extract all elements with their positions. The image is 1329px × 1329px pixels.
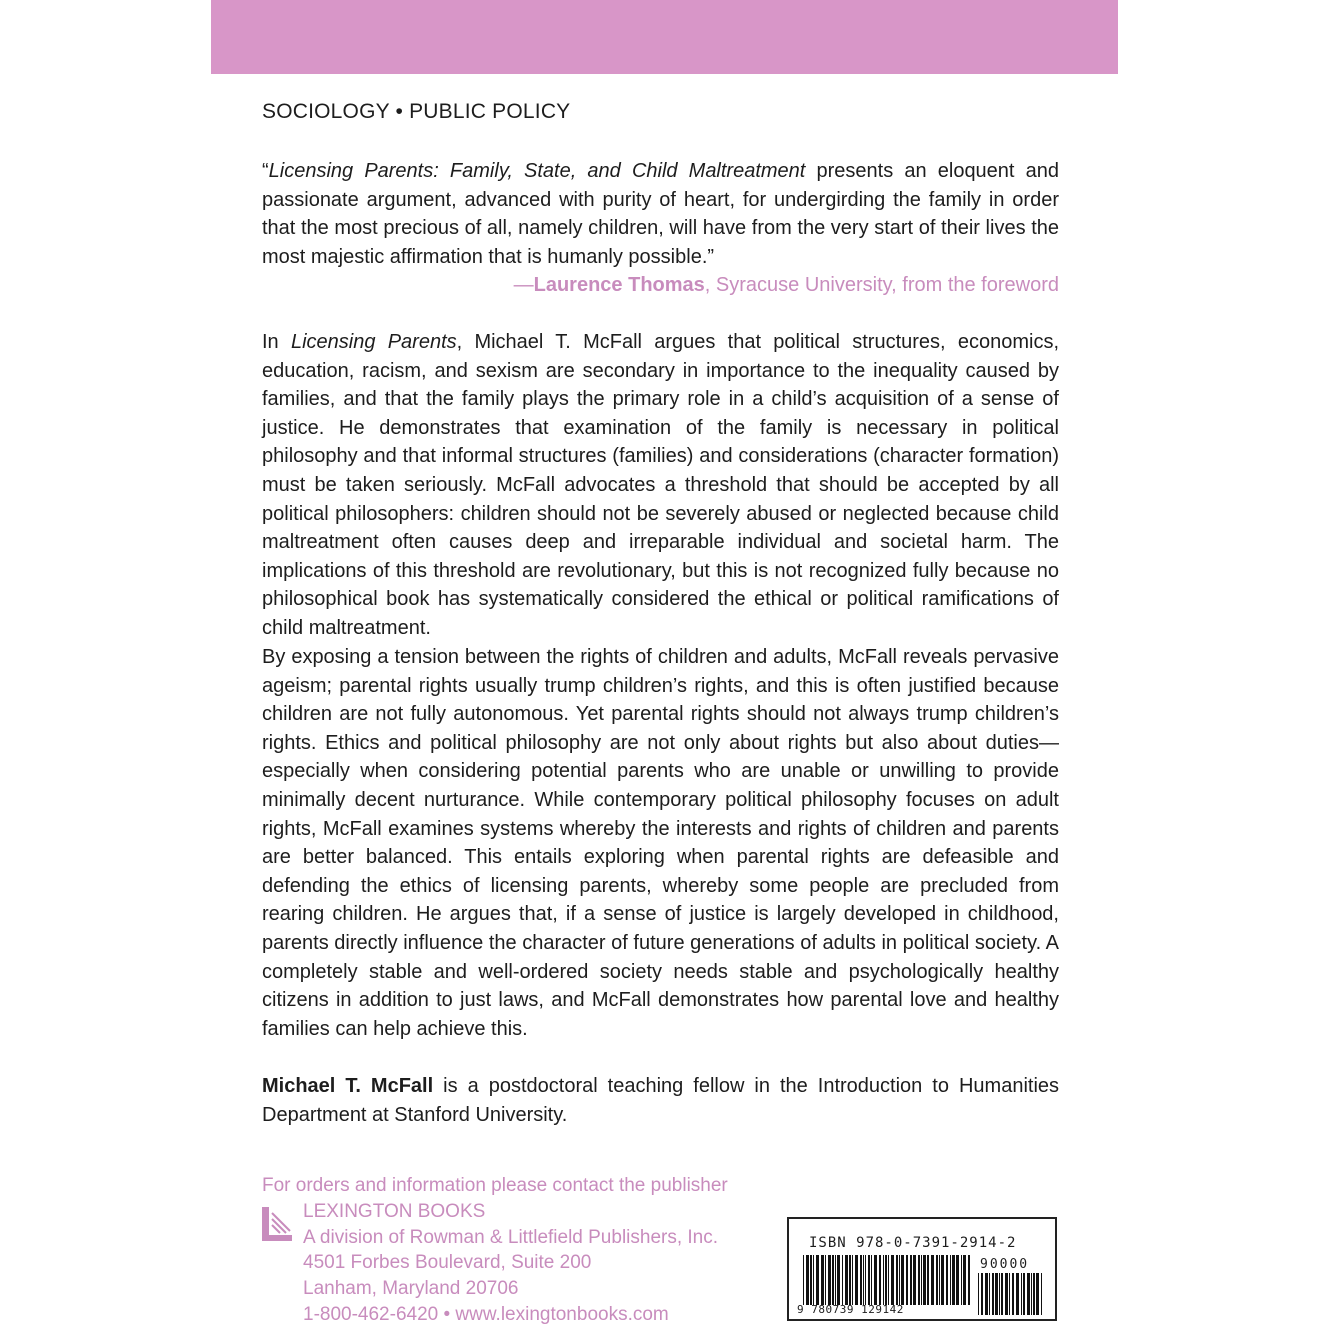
barcode-addon-bars-icon [978, 1273, 1044, 1315]
endorsement-quote [262, 157, 1059, 271]
price-code: 90000 [980, 1257, 1030, 1272]
top-color-band [211, 0, 1118, 74]
category-label: SOCIOLOGY • PUBLIC POLICY [262, 100, 571, 123]
quote-book-title: Licensing Parents: Family, State, and Child Maltreatment [268, 160, 806, 182]
author-bio [262, 1072, 1059, 1129]
contact-line: For orders and information please contact the publisher [262, 1175, 728, 1196]
back-cover [211, 0, 1118, 1329]
p1-body: , Michael T. McFall argues that political structures, economics, education, racism, and sexism are secondary in importance to the inequality caused by families, and that the family plays the primary role in a child’s acquisition of a sense of justice. He demonstrates that examination of the family is necessary in political philosophy and that informal structures (families) and considerations (character formation) must be taken seriously. McFall advocates a threshold that should be accepted by all political philosophers: children should not be severely abused or neglected because child maltreatment often causes deep and irreparable individual and societal harm. The implications of this threshold are revolutionary, but this is not recognized fully because no philosophical book has systematically considered the ethical or political ramifications of child maltreatment. [262, 331, 1059, 639]
description-paragraph-2: By exposing a tension between the rights of children and adults, McFall reveals pervasive ageism; parental rights usually trump children’s rights, and this is often justified because children are not fully autonomous. Yet parental rights should not always trump children’s rights. Ethics and political philosophy are not only about rights but also about duties—especially when considering potential parents who are unable or unwilling to provide minimally decent nurturance. While contemporary political philosophy focuses on adult rights, McFall examines systems whereby the interests and rights of children and parents are better balanced. This entails exploring when parental rights are defeasible and defending the ethics of licensing parents, whereby some people are precluded from rearing children. He argues that, if a sense of justice is largely developed in childhood, parents directly influence the character of future generations of adults in political society. A completely stable and well-ordered society needs stable and psychologically healthy citizens in addition to just laws, and McFall demonstrates how parental love and healthy families can help achieve this. [262, 646, 1059, 1040]
attribution-name: Laurence Thomas [533, 274, 705, 296]
publisher-address-2: Lanham, Maryland 20706 [303, 1278, 519, 1299]
attribution-affiliation: , Syracuse University, from the foreword [704, 274, 1059, 296]
bio-text: is a postdoctoral teaching fellow in the Introduction to Humanities Department at Stanford University. [262, 1075, 1060, 1126]
isbn-barcode [787, 1217, 1057, 1321]
publisher-name: LEXINGTON BOOKS [303, 1201, 486, 1222]
author-name: Michael T. McFall [262, 1075, 434, 1097]
quote-attribution [262, 271, 1059, 299]
ean-digits: 9 780739 129142 [797, 1303, 904, 1316]
publisher-phone-web: 1-800-462-6420 • www.lexingtonbooks.com [303, 1304, 669, 1325]
quote-text: presents an eloquent and passionate argument, advanced with purity of heart, for undergirding the family in order that the most precious of all, namely children, will have from the very start of their lives the most majestic affirmation that is humanly possible.” [262, 160, 1059, 268]
quote-open-mark: “ [262, 160, 269, 182]
p1-prefix: In [262, 331, 291, 353]
barcode-bars-icon [803, 1255, 971, 1305]
publisher-address-1: 4501 Forbes Boulevard, Suite 200 [303, 1252, 592, 1273]
isbn-number: ISBN 978-0-7391-2914-2 [809, 1235, 1017, 1251]
p1-book-title: Licensing Parents [290, 331, 457, 353]
description-paragraph-1 [262, 328, 1059, 643]
publisher-division: A division of Rowman & Littlefield Publishers, Inc. [303, 1227, 719, 1248]
publisher-logo-icon [260, 1205, 294, 1245]
attribution-dash: — [513, 274, 534, 296]
